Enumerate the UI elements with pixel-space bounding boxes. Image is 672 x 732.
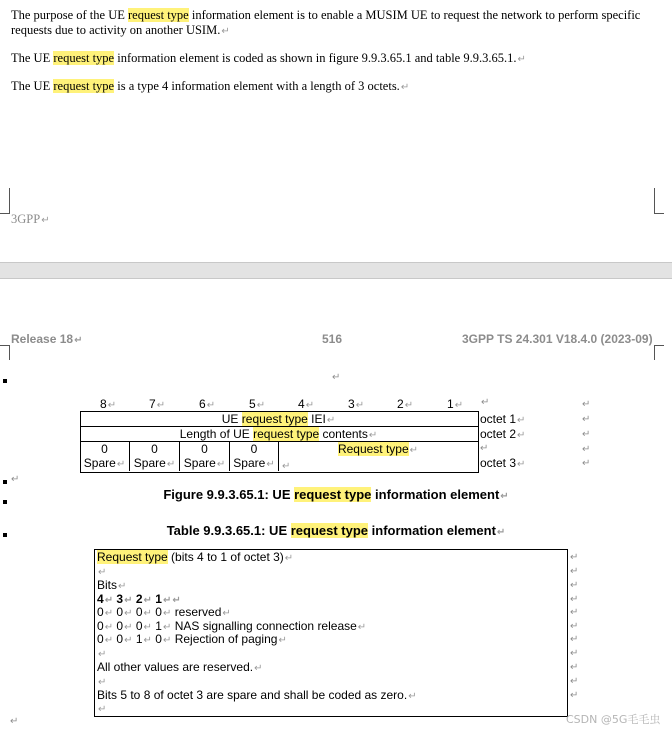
blank-line: ↵ [98,704,107,715]
bit-label: 6↵ [199,397,216,411]
table-row: 0↵ 0↵ 1↵ 0↵ Rejection of paging↵ [97,632,287,646]
paragraph-purpose: The purpose of the UE request type information element is to enable a MUSIM UE to request the network to perform specific requests due to activity on another USIM.↵ [11,8,641,37]
row-end-mark: ↵ [570,676,579,687]
bit-label: 8↵ [100,397,117,411]
row-end-mark: ↵ [570,607,579,618]
row-end-mark: ↵ [570,580,579,591]
bit-header: 4↵ 3↵ 2↵ 1↵↵ [97,592,181,606]
bullet [3,480,7,484]
row-end-mark: ↵ [582,399,591,410]
crop-mark-right-top [654,345,664,360]
request-type-cell: Request type↵ ↵ [282,442,419,472]
octet-label: octet 3↵ [480,456,526,470]
paragraph-mark: ↵ [11,474,20,485]
bit-label: 7↵ [149,397,166,411]
row-end-mark: ↵ [582,444,591,455]
bit-label: 3↵ [348,397,365,411]
row-end-mark: ↵ [570,634,579,645]
table-row: 0↵ 0↵ 0↵ 0↵ reserved↵ [97,605,231,619]
spare-note: Bits 5 to 8 of octet 3 are spare and shall be coded as zero.↵ [97,688,417,702]
bullet [3,379,7,383]
table-title: Request type (bits 4 to 1 of octet 3)↵ [97,550,294,564]
spare-cell: 0 Spare↵ [133,442,176,470]
row-end-mark: ↵ [582,414,591,425]
paragraph-mark: ↵ [332,372,341,383]
row-end-mark: ↵ [582,429,591,440]
bit-label: 1↵ [447,397,464,411]
row-end-mark: ↵ [570,648,579,659]
row-end-mark: ↵ [582,458,591,469]
crop-mark-right [654,188,664,214]
octet-label: octet 2↵ [480,427,526,441]
row-end-mark: ↵ [570,621,579,632]
figure-row-iei: UE request type IEI↵ [221,412,336,426]
bit-label: 2↵ [397,397,414,411]
paragraph-mark: ↵ [10,716,19,727]
bits-label: Bits↵ [97,578,127,592]
paragraph-mark: ↵ [480,443,489,454]
paragraph-type: The UE request type is a type 4 information element with a length of 3 octets.↵ [11,79,410,93]
row-end-mark: ↵ [570,690,579,701]
header-spec: 3GPP TS 24.301 V18.4.0 (2023-09) [462,332,653,346]
header-page-number: 516 [322,332,343,346]
paragraph-mark: ↵ [481,397,490,408]
row-end-mark: ↵ [570,552,579,563]
row-end-mark: ↵ [570,594,579,605]
blank-line: ↵ [98,677,107,688]
bit-label: 5↵ [249,397,266,411]
spare-cell: 0 Spare↵ [83,442,126,470]
watermark: CSDN @5G毛毛虫 [566,713,661,726]
figure-caption: Figure 9.9.3.65.1: UE request type information element↵ [163,487,509,502]
spare-cell: 0 Spare↵ [233,442,275,470]
crop-mark-left-top [0,345,10,360]
page-footer: 3GPP↵ [11,212,50,226]
table-caption: Table 9.9.3.65.1: UE request type information element↵ [166,523,506,538]
blank-line: ↵ [98,649,107,660]
figure-row-length: Length of UE request type contents↵ [179,427,378,441]
crop-mark-left [0,188,10,214]
spare-cell: 0 Spare↵ [183,442,226,470]
page-break-gap [0,262,672,279]
other-values: All other values are reserved.↵ [97,660,263,674]
bit-label: 4↵ [298,397,315,411]
paragraph-coding: The UE request type information element is coded as shown in figure 9.9.3.65.1 and table 9.9.3.65.1.↵ [11,51,526,65]
row-end-mark: ↵ [570,566,579,577]
octet-label: octet 1↵ [480,412,526,426]
row-end-mark: ↵ [570,662,579,673]
header-release: Release 18↵ [11,332,83,346]
blank-line: ↵ [98,567,107,578]
table-row: 0↵ 0↵ 0↵ 1↵ NAS signalling connection release↵ [97,619,367,633]
